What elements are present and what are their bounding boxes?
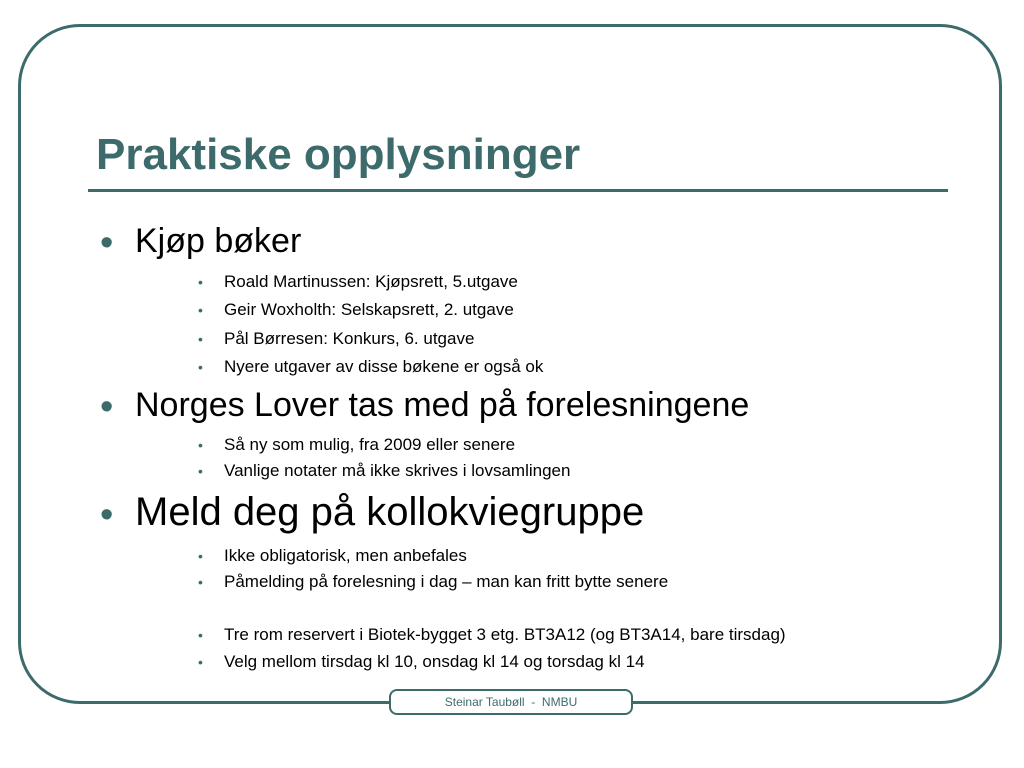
- sub-bullet-text: Tre rom reservert i Biotek-bygget 3 etg. BT3A12 (og BT3A14, bare tirsdag): [224, 625, 786, 644]
- sub-bullet-icon: •: [198, 627, 203, 643]
- title-underline: [88, 189, 948, 192]
- sub-bullet-icon: •: [198, 654, 203, 670]
- bullet-heading: Meld deg på kollokviegruppe: [135, 490, 645, 534]
- sub-bullet-icon: •: [198, 548, 203, 564]
- sub-bullet-text: Geir Woxholth: Selskapsrett, 2. utgave: [224, 300, 514, 319]
- sub-bullet-text: Roald Martinussen: Kjøpsrett, 5.utgave: [224, 272, 518, 291]
- bullet-icon: •: [100, 222, 114, 264]
- sub-bullet-text: Nyere utgaver av disse bøkene er også ok: [224, 357, 544, 376]
- sub-bullet-icon: •: [198, 463, 203, 479]
- sub-bullet-icon: •: [198, 302, 203, 318]
- sub-bullet-icon: •: [198, 359, 203, 375]
- bullet-heading: Norges Lover tas med på forelesningene: [135, 386, 750, 424]
- sub-bullet-text: Velg mellom tirsdag kl 10, onsdag kl 14 og torsdag kl 14: [224, 652, 645, 671]
- slide-title: Praktiske opplysninger: [96, 130, 581, 179]
- sub-bullet-text: Vanlige notater må ikke skrives i lovsamlingen: [224, 461, 571, 480]
- bullet-icon: •: [100, 386, 114, 428]
- sub-bullet-text: Pål Børresen: Konkurs, 6. utgave: [224, 329, 475, 348]
- sub-bullet-icon: •: [198, 331, 203, 347]
- sub-bullet-text: Påmelding på forelesning i dag – man kan fritt bytte senere: [224, 572, 669, 591]
- sub-bullet-icon: •: [198, 274, 203, 290]
- bullet-heading: Kjøp bøker: [135, 222, 302, 260]
- sub-bullet-text: Ikke obligatorisk, men anbefales: [224, 546, 467, 565]
- footer-author: Steinar Taubøll - NMBU: [389, 689, 633, 715]
- sub-bullet-icon: •: [198, 437, 203, 453]
- bullet-icon: •: [100, 494, 114, 536]
- sub-bullet-icon: •: [198, 574, 203, 590]
- sub-bullet-text: Så ny som mulig, fra 2009 eller senere: [224, 435, 516, 454]
